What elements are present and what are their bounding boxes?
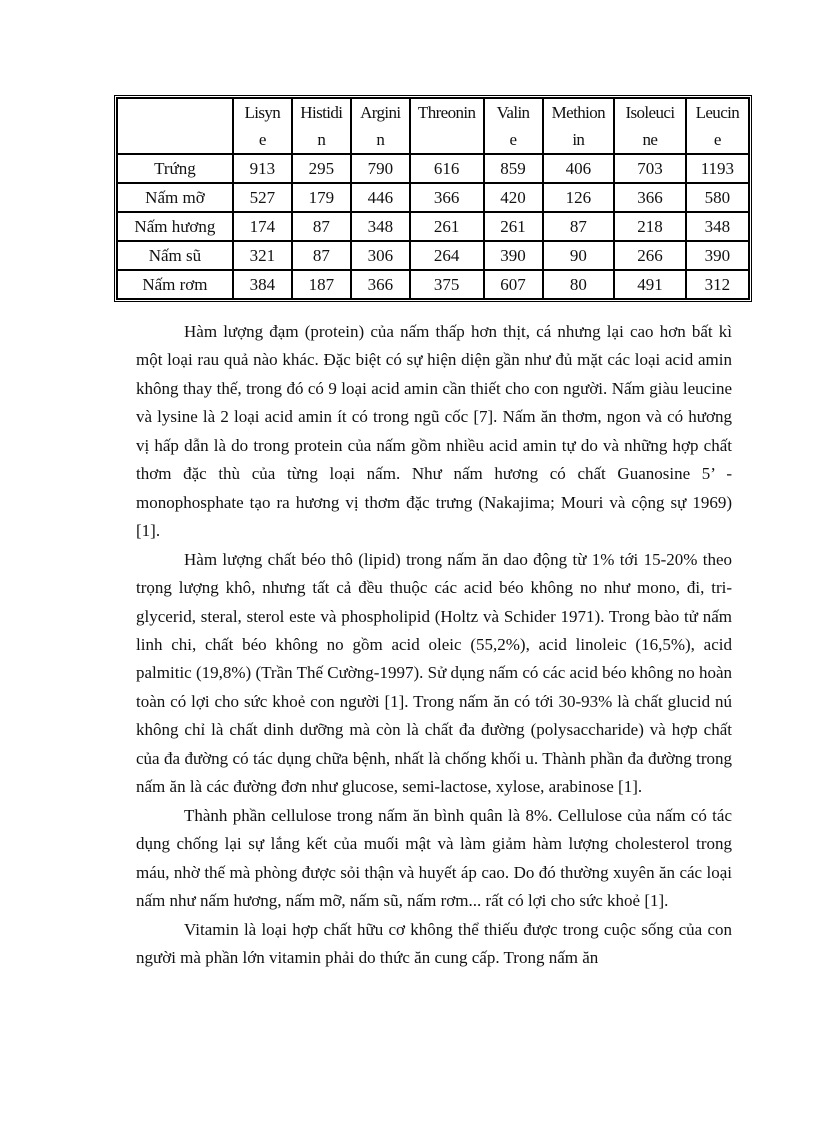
table-cell: 703 [614,154,686,183]
header-histidine: Histidi n [292,98,351,154]
table-cell: 384 [233,270,292,299]
table-cell: 491 [614,270,686,299]
table-cell: 261 [484,212,543,241]
header-methionine: Methion in [543,98,615,154]
table-header-row [117,98,749,154]
table-cell: 174 [233,212,292,241]
table-cell: 126 [543,183,615,212]
row-label: Nấm mỡ [117,183,233,212]
table-cell: 366 [614,183,686,212]
table-cell: 446 [351,183,410,212]
table-cell: 87 [292,241,351,270]
table-cell: 87 [543,212,615,241]
table-cell: 321 [233,241,292,270]
table-cell: 420 [484,183,543,212]
table-cell: 266 [614,241,686,270]
header-isoleucine: Isoleuci ne [614,98,686,154]
table-cell: 312 [686,270,749,299]
paragraph-vitamin: Vitamin là loại hợp chất hữu cơ không thể thiếu được trong cuộc sống của con người mà phần lớn vitamin phải do thức ăn cung cấp. Trong nấm ăn [136,919,732,967]
row-label: Nấm hương [117,212,233,241]
header-valine: Valin e [484,98,543,154]
table-cell: 527 [233,183,292,212]
body-text [136,318,732,972]
table-cell: 90 [543,241,615,270]
table-cell: 306 [351,241,410,270]
table-cell: 295 [292,154,351,183]
table-cell: 187 [292,270,351,299]
table-cell: 616 [410,154,484,183]
table-cell: 790 [351,154,410,183]
amino-acid-table [114,95,752,302]
table-cell: 80 [543,270,615,299]
header-lysine: Lisyn e [233,98,292,154]
table-cell: 913 [233,154,292,183]
table-row [117,212,749,241]
table-row [117,154,749,183]
header-leucine: Leucin e [686,98,749,154]
table-cell: 218 [614,212,686,241]
table-cell: 580 [686,183,749,212]
table-row [117,270,749,299]
header-corner-cell [117,98,233,154]
table-cell: 607 [484,270,543,299]
paragraph-cellulose: Thành phần cellulose trong nấm ăn bình quân là 8%. Cellulose của nấm có tác dụng chống lại sự lắng kết của muối mật và làm giảm hàm lượng cholesterol trong máu, nhờ thế mà phòng được sỏi thận và huyết áp cao. Do đó thường xuyên ăn các loại nấm như nấm hương, nấm mỡ, nấm sũ, nấm rơm... rất có lợi cho sức khoẻ [1]. [136,805,732,911]
row-label: Nấm rơm [117,270,233,299]
table-cell: 390 [484,241,543,270]
paragraph-protein: Hàm lượng đạm (protein) của nấm thấp hơn thịt, cá nhưng lại cao hơn bất kì một loại rau quả nào khác. Đặc biệt có sự hiện diện gần như đủ mặt các loại acid amin không thay thế, trong đó có 9 loại acid amin cần thiết cho con người. Nấm giàu leucine và lysine là 2 loại acid amin ít có trong ngũ cốc [7]. Nấm ăn thơm, ngon và có hương vị hấp dẫn là do trong protein của nấm gồm nhiều acid amin tự do và những hợp chất thơm đặc thù của từng loại nấm. Như nấm hương có chất Guanosine 5’ - monophosphate tạo ra hương vị thơm đặc trưng (Nakajima; Mouri và cộng sự 1969) [1]. [136,322,732,541]
table-cell: 366 [351,270,410,299]
table-cell: 87 [292,212,351,241]
table-row [117,241,749,270]
paragraph-lipid: Hàm lượng chất béo thô (lipid) trong nấm ăn dao động từ 1% tới 15-20% theo trọng lượng khô, nhưng tất cả đều thuộc các acid béo không no như mono, đi, tri-glycerid, steral, sterol este và phospholipid (Holtz và Schider 1971). Trong bào tử nấm linh chi, chất béo không no gồm acid oleic (55,2%), acid linoleic (16,5%), acid palmitic (19,8%) (Trần Thế Cường-1997). Sử dụng nấm có các acid béo không no hoàn toàn có lợi cho sức khoẻ con người [1]. Trong nấm ăn có tới 30-93% là chất glucid nú không chỉ là chất dinh dưỡng mà còn là chất đa đường (polysaccharide) và hợp chất của đa đường có tác dụng chữa bệnh, nhất là chống khối u. Thành phần đa đường trong nấm ăn là các đường đơn như glucose, semi-lactose, xylose, arabinose [1]. [136,549,732,797]
table-cell: 348 [686,212,749,241]
table-row [117,183,749,212]
table-cell: 859 [484,154,543,183]
row-label: Nấm sũ [117,241,233,270]
table-cell: 179 [292,183,351,212]
table-cell: 375 [410,270,484,299]
table-cell: 406 [543,154,615,183]
table-cell: 261 [410,212,484,241]
table-cell: 264 [410,241,484,270]
table-cell: 390 [686,241,749,270]
table-cell: 366 [410,183,484,212]
header-threonine: Threonin [410,98,484,154]
table-cell: 348 [351,212,410,241]
table-cell: 1193 [686,154,749,183]
row-label: Trứng [117,154,233,183]
header-arginine: Argini n [351,98,410,154]
